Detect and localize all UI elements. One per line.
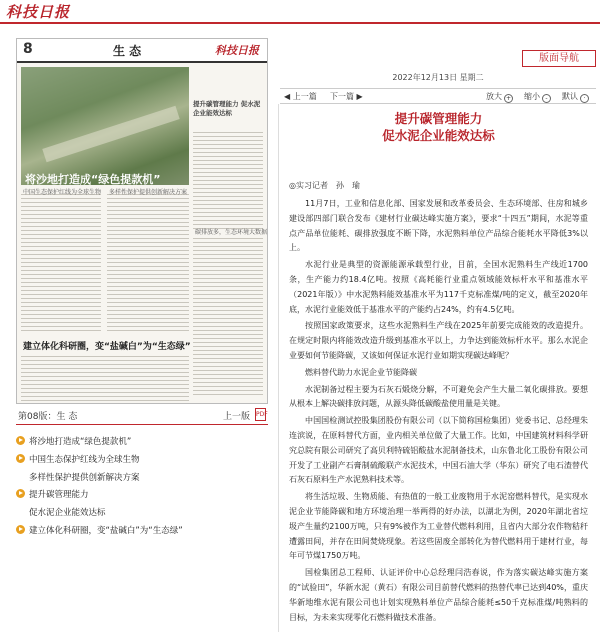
article-paragraph: 水泥制备过程主要为石灰石煅烧分解，不可避免会产生大量二氧化碳排放。要想从根本上解决碳排放问题，从源头降低碳酸盐使用量是关键。 <box>289 384 588 409</box>
thumbnail-headline: 建立体化科研圈，变“盐碱白”为“生态绿” <box>23 342 191 352</box>
thumbnail-small-headline: 碳排放多，生态环境大数据 <box>195 229 268 236</box>
page-nav-bar <box>16 407 268 423</box>
site-logo[interactable]: 科技日报 <box>6 3 71 21</box>
article-paragraph: 将生活垃圾、生物质能、有热值的一般工业废物用于水泥窑燃料替代，是实现水泥企业节能降碳和地方环境治理一举两得的好办法，以湖北为例，2020年湖北省垃圾产生量约2100万吨，只有9%被作为工业替代燃料利用，且省内大部分农作物秸秆遭露田间，并存在田间焚烧现象。若这些固废全部转化为替代燃料用于建材行业，每年可节煤1750万吨。 <box>289 492 588 561</box>
thumbnail-small-headline: 中国生态保护红线为全球生物 <box>23 189 102 196</box>
list-item[interactable]: 提升碳管理能力 <box>16 487 268 505</box>
play-bullet-icon <box>16 436 25 445</box>
thumbnail-text-column <box>193 235 263 395</box>
thumbnail-lead-title: 将沙地打造成“绿色提款机” <box>25 173 161 186</box>
article-subheading: 燃料替代助力水泥企业节能降碳 <box>305 367 417 377</box>
article-paragraph: 11月7日，工业和信息化部、国家发展和改革委员会、生态环境部、住房和城乡建设部四部门联合发布《建材行业碳达峰实施方案》，要求“十四五”期间，水泥等重点产品单位能耗、碳排放强度不断下降，水泥熟料单位产品综合能耗水平降低3%以上。 <box>289 199 588 253</box>
header-divider <box>0 22 600 24</box>
play-bullet-icon <box>16 454 25 463</box>
next-page-link[interactable]: 上一版 <box>222 412 250 422</box>
list-item[interactable]: 促水泥企业能效达标 <box>29 508 106 519</box>
article-paragraph: 按照国家政策要求，这些水泥熟料生产线在2025年前要完成能效的改造提升。在规定时限内将能效改造升级到基准水平以上，力争达到能效标杆水平。那么水泥企业要如何节能降碳，又该如何保证水泥行业如期实现碳达峰呢？ <box>289 321 588 360</box>
play-bullet-icon <box>16 489 25 498</box>
thumbnail-text-column <box>107 191 189 331</box>
thumbnail-section: 生 态 <box>113 44 142 58</box>
issue-date: 2022年12月13日 星期二 <box>392 73 484 82</box>
plus-icon: + <box>505 95 512 102</box>
layout-nav-button[interactable]: 版面导航 <box>522 50 596 67</box>
article-body <box>278 104 596 632</box>
newspaper-page-thumbnail[interactable] <box>16 38 268 404</box>
article-paragraph: 国检集团总工程师、认证评价中心总经理闫浩春说，作为落实碳达峰实施方案的“试验田”，华新水泥（黄石）有限公司目前替代燃料的热替代率已达到40%，重庆华新地维水泥有限公司也计划实现熟料单位产品综合能耗≤50千克标准煤/吨熟料的目标，为未来实现零化石燃料做技术准备。 <box>289 568 588 622</box>
thumbnail-text-column <box>21 191 101 331</box>
top-bar <box>0 0 600 22</box>
next-article-link[interactable]: 下一篇 ▶ <box>330 92 363 101</box>
thumbnail-text-column <box>193 129 263 229</box>
list-item[interactable]: 多样性保护提供创新解决方案 <box>29 472 140 483</box>
article-paragraph: 中国国检测试控股集团股份有限公司（以下简称国检集团）党委书记、总经理朱连滨说，在原料替代方面，业内相关单位做了大量工作。比如，中国建筑材料科学研究总院有限公司研究了高贝利特硫铝酸盐水泥制备技术，山东鲁北化工股份有限公司开发了工业副产石膏制硫酸联产水泥技术，中国石油大学（华东）研究了电石渣替代石灰石原料生产水泥熟料技术等。 <box>289 416 588 485</box>
default-size-button[interactable]: 默认 · <box>562 91 589 103</box>
article-byline: ◎实习记者 孙 瑜 <box>289 181 360 190</box>
zoom-out-button[interactable]: 缩小 - <box>524 91 551 103</box>
list-item[interactable]: 建立体化科研圈，变“盐碱白”为“生态绿” <box>16 523 268 541</box>
list-item[interactable]: 将沙地打造成“绿色提款机” <box>16 434 268 452</box>
reset-icon: · <box>580 94 589 103</box>
thumbnail-logo: 科技日报 <box>215 44 259 57</box>
minus-icon: - <box>542 94 551 103</box>
thumbnail-page-number: 8 <box>23 41 33 57</box>
thumbnail-text-column <box>21 353 189 401</box>
thumbnail-side-headline: 提升碳管理能力 促水泥企业能效达标 <box>193 100 261 117</box>
article-toolbar <box>280 88 596 104</box>
thumbnail-lead-photo <box>21 67 189 185</box>
article-title: 提升碳管理能力 促水泥企业能效达标 <box>382 111 495 143</box>
page-label: 第08版：生 态 <box>18 412 78 422</box>
pdf-icon[interactable]: PDF <box>255 408 266 421</box>
list-divider <box>16 424 268 425</box>
article-list <box>16 434 268 541</box>
thumbnail-small-headline: 多样性保护提供创新解决方案 <box>109 189 188 196</box>
prev-article-link[interactable]: ◀ 上一篇 <box>284 92 317 101</box>
play-bullet-icon <box>16 525 25 534</box>
article-paragraph: 水泥行业是典型的资源能源承载型行业，目前，全国水泥熟料生产线近1700条，生产能力约18.4亿吨。按照《高耗能行业重点领域能效标杆水平和基准水平（2021年版）》中水泥熟料能效基准水平为117千克标准煤/吨的定义，截至2020年底，水泥行业能效低于基准水平的产能约占24%，约有4.5亿吨。 <box>289 260 588 314</box>
list-item[interactable]: 中国生态保护红线为全球生物 <box>16 452 268 470</box>
thumbnail-header <box>17 39 267 63</box>
zoom-in-button[interactable]: 放大 + <box>486 92 512 102</box>
